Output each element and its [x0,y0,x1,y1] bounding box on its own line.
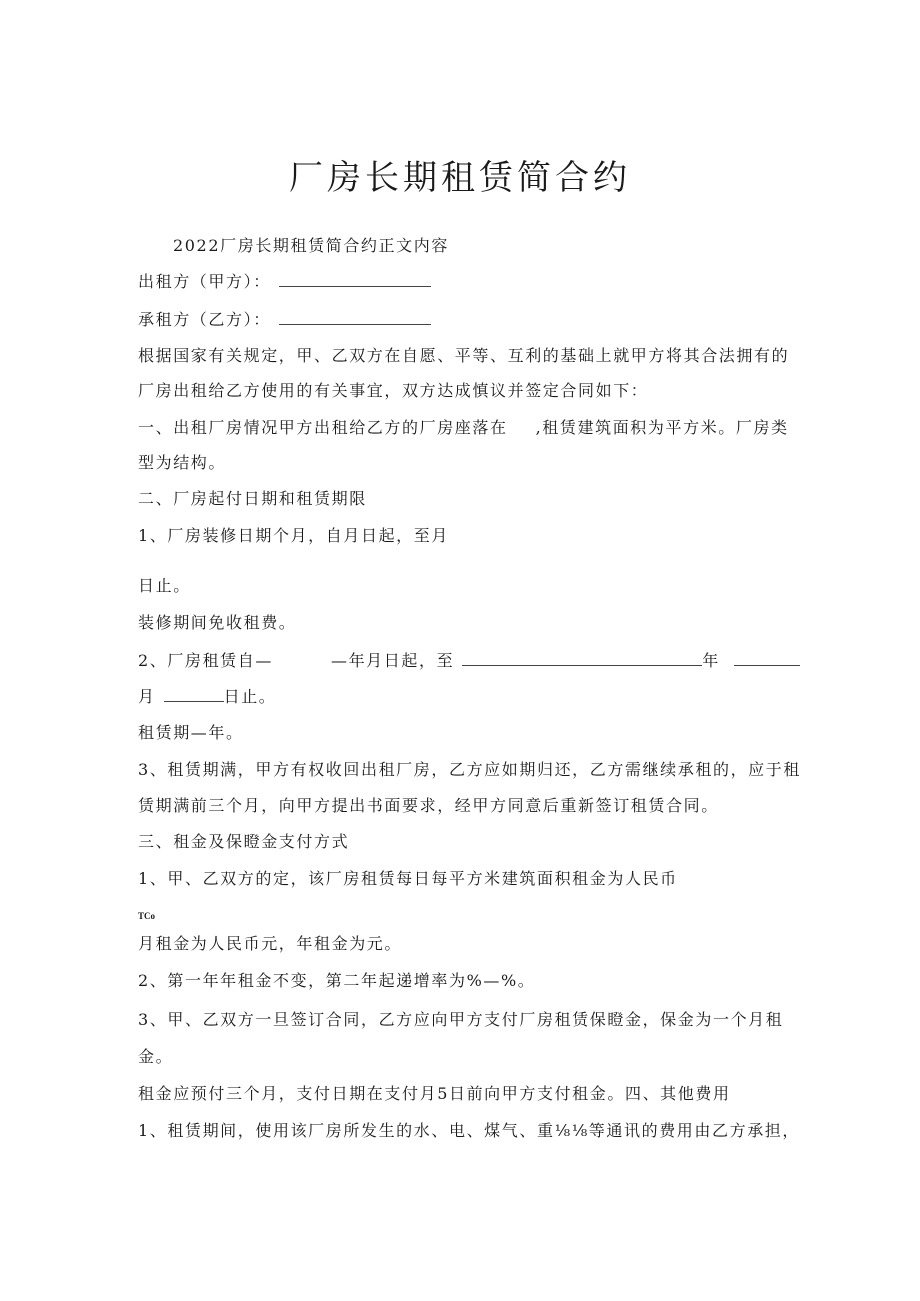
intro-line-2: 厂房出租给乙方使用的有关事宜，双方达成慎议并签定合同如下： [138,381,649,400]
section-4-item-1: 1、租赁期间，使用该厂房所发生的水、电、煤气、重⅛⅛等通讯的费用由乙方承担， [138,1121,800,1140]
section-2-item-1-end: 日止。 [138,576,191,595]
lessor-blank [279,272,431,287]
item-2-text-a: 2、厂房租赁自— [138,651,273,670]
lessee-line [138,310,431,330]
lessor-line [138,272,431,292]
section-2-item-2-line-2 [138,687,276,707]
section-2-free-rent: 装修期间免收租费。 [138,613,297,632]
section-2-item-1: 1、厂房装修日期个月，自月日起，至月 [138,526,449,545]
section-3-monthly-rent: 月租金为人民币元，年租金为元。 [138,934,403,953]
section-3-item-3-line-2: 金。 [138,1047,174,1066]
intro-line-1: 根据国家有关规定，甲、乙双方在自愿、平等、互利的基础上就甲方将其合法拥有的 [138,346,790,365]
section-3-heading: 三、租金及保瞪金支付方式 [138,832,350,851]
section-1-text-b: ,租赁建筑面积为平方米。厂房类 [535,418,789,437]
section-1-line-2: 型为结构。 [138,453,227,472]
section-2-term: 租赁期—年。 [138,723,244,742]
section-3-item-3-line-1: 3、甲、乙双方一旦签订合同，乙方应向甲方支付厂房租赁保瞪金，保金为一个月租 [138,1010,784,1029]
section-1-text-a: 一、出租厂房情况甲方出租给乙方的厂房座落在 [138,418,508,437]
section-2-item-2-line-1 [138,651,800,671]
item-2-text-b: —年月日起，至 [330,651,455,670]
end-year-blank [462,651,702,666]
end-month-blank [734,651,800,666]
section-3-prepay: 租金应预付三个月，支付日期在支付月5日前向甲方支付租金。四、其他费用 [138,1084,731,1103]
section-2-item-3-line-1: 3、租赁期满，甲方有权收回出租厂房，乙方应如期归还，乙方需继续承租的，应于租 [138,760,801,779]
section-1-line-1 [138,418,789,438]
end-day-blank [164,687,224,702]
lessor-label: 出租方（甲方）： [138,272,271,291]
document-title: 厂房长期租赁简合约 [289,158,631,198]
subtitle: 2022厂房长期租赁简合约正文内容 [173,236,449,255]
section-3-item-1: 1、甲、乙双方的定，该厂房租赁每日每平方米建筑面积租金为人民币 [138,869,678,888]
section-2-heading: 二、厂房起付日期和租赁期限 [138,489,367,508]
lessee-label: 承租方（乙方）： [138,310,271,329]
section-2-item-3-line-2: 赁期满前三个月，向甲方提出书面要求，经甲方同意后重新签订租赁合同。 [138,796,719,815]
lessee-blank [279,310,431,325]
section-3-item-2: 2、第一年年租金不变，第二年起递增率为%—%。 [138,971,536,990]
item-2-text-c: 年 [702,651,720,670]
item-2-text-d: 月 [138,687,156,706]
item-2-text-e: 日止。 [223,687,277,706]
section-3-small-note: TCo [138,911,156,921]
